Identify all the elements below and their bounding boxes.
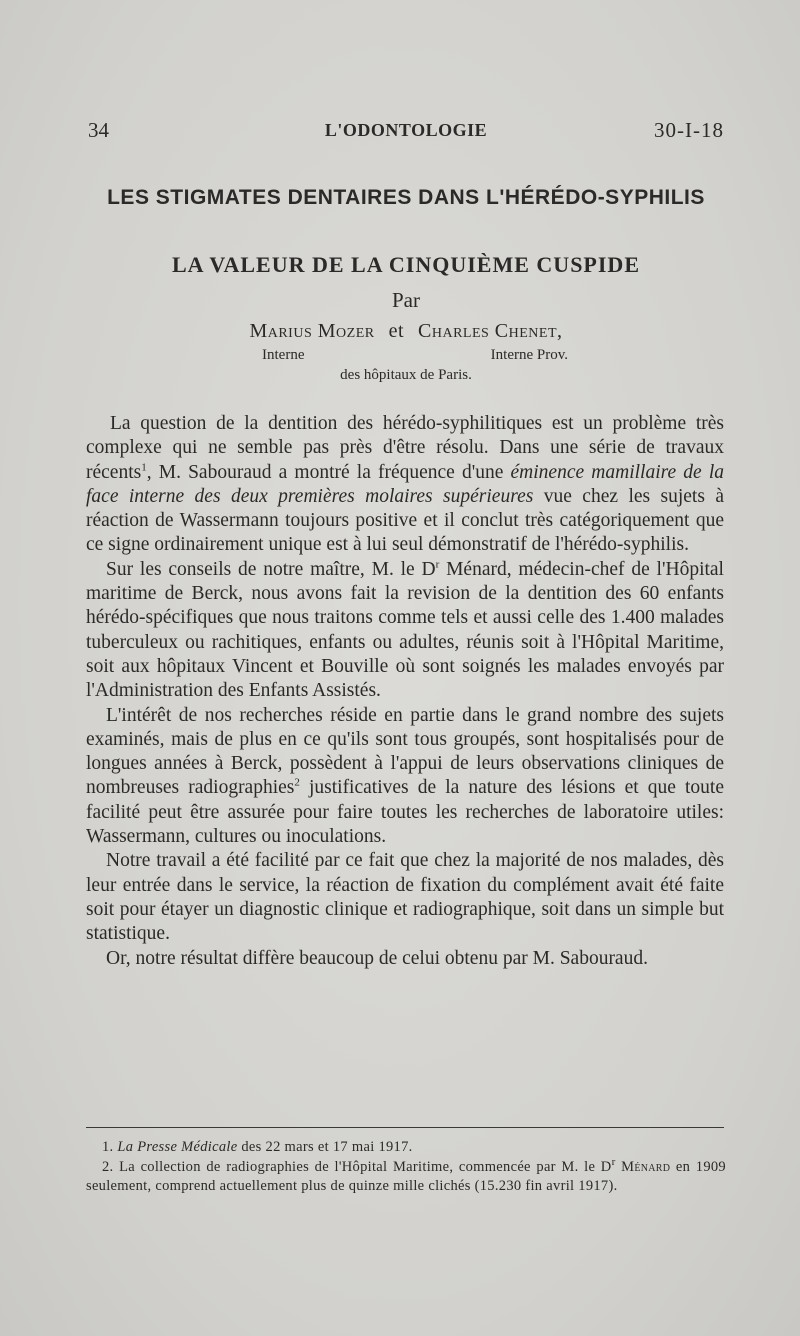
- author-2: Charles Chenet,: [418, 320, 563, 342]
- author-1: Marius Mozer: [249, 320, 375, 342]
- p2-superscript: r: [435, 558, 440, 571]
- footnote-1-source: La Presse Médicale: [117, 1139, 238, 1155]
- footnote-2-name: Ménard: [621, 1158, 671, 1175]
- author-conjunction: et: [388, 320, 405, 342]
- footnotes: [86, 1138, 726, 1197]
- footnote-1: [86, 1138, 726, 1158]
- affiliation-institution: des hôpitaux de Paris.: [340, 367, 472, 383]
- p1-text-a: La question de la dentition des hérédo-syphilitiques est un problème très complexe qui ne semble pas près d'être résolu. Dans une série de travaux récents: [86, 413, 724, 483]
- paragraph-1: [86, 412, 724, 558]
- issue-date: 30-I-18: [654, 118, 724, 142]
- journal-title: L'ODONTOLOGIE: [324, 120, 488, 140]
- p1-text-c: vue chez les sujets à réaction de Wassermann toujours positive et il conclut très catégoriquement que ce signe ordinairement unique est à lui seul démonstratif de l'hérédo-syphilis.: [86, 485, 724, 556]
- footnote-2-superscript: r: [611, 1155, 616, 1168]
- p1-text-b: , M. Sabouraud a montré la fréquence d'une: [146, 461, 511, 483]
- p1-emphasis: éminence mamillaire de la face interne des deux premières molaires supérieures: [86, 461, 724, 507]
- affiliation-1: Interne: [262, 347, 305, 363]
- paragraph-4: Notre travail a été facilité par ce fait que chez la majorité de nos malades, dès leur entrée dans le service, la réaction de fixation du complément avait été faite soit pour étayer un diagnostic clinique et radiographique, soit dans un simple but statistique.: [86, 850, 724, 945]
- footnote-divider: [86, 1127, 724, 1128]
- p2-text-b: Ménard, médecin-chef de l'Hôpital maritime de Berck, nous avons fait la revision de la dentition des 60 enfants hérédo-spécifiques que nous traitons comme tels et aussi celle des 1.400 malades tuberculeux ou rachitiques, enfants ou adultes, réunis soit à l'Hôpital Maritime, soit aux hôpitaux Vincent et Bouville où sont soignés les malades envoyés par l'Administration des Enfants Assistés.: [86, 558, 724, 702]
- paragraph-3: [86, 704, 724, 850]
- footnote-1-text: des 22 mars et 17 mai 1917.: [237, 1139, 413, 1155]
- footnote-2: [86, 1155, 726, 1197]
- running-head: [88, 118, 724, 148]
- article-subtitle: LA VALEUR DE LA CINQUIÈME CUSPIDE: [171, 252, 640, 277]
- footnote-ref-2: 2: [294, 776, 300, 789]
- authors-line: [88, 320, 724, 343]
- paragraph-5: Or, notre résultat diffère beaucoup de celui obtenu par M. Sabouraud.: [106, 947, 648, 969]
- affiliation-2: Interne Prov.: [490, 347, 568, 363]
- article-title: LES STIGMATES DENTAIRES DANS L'HÉRÉDO-SYPHILIS: [107, 186, 705, 209]
- p3-text-a: L'intérêt de nos recherches réside en partie dans le grand nombre des sujets examinés, mais de plus en ce qu'ils sont tous groupés, sont hospitalisés pour de longues années à Berck, possèdent à l'appui de leurs observations cliniques de nombreuses radiographies: [86, 704, 724, 799]
- p2-text-a: Sur les conseils de notre maître, M. le D: [106, 558, 436, 580]
- p3-text-b: justificatives de la nature des lésions et que toute facilité peut être assurée pour faire toutes les recherches de laboratoire utiles: Wassermann, cultures ou inoculations.: [86, 777, 724, 848]
- affiliations: [250, 347, 580, 367]
- footnote-ref-1: 1: [141, 461, 147, 474]
- article-body: [86, 412, 724, 971]
- footnote-2-text-a: 2. La collection de radiographies de l'Hôpital Maritime, commencée par M. le D: [102, 1158, 612, 1175]
- footnote-2-text-b: en 1909 seulement, comprend actuellement plus de quinze mille clichés (15.230 fin avril 1917).: [86, 1158, 726, 1194]
- byline-par: Par: [392, 288, 420, 312]
- paragraph-2: [86, 558, 724, 704]
- footnote-1-number: 1.: [102, 1139, 114, 1155]
- page-number: 34: [88, 118, 109, 142]
